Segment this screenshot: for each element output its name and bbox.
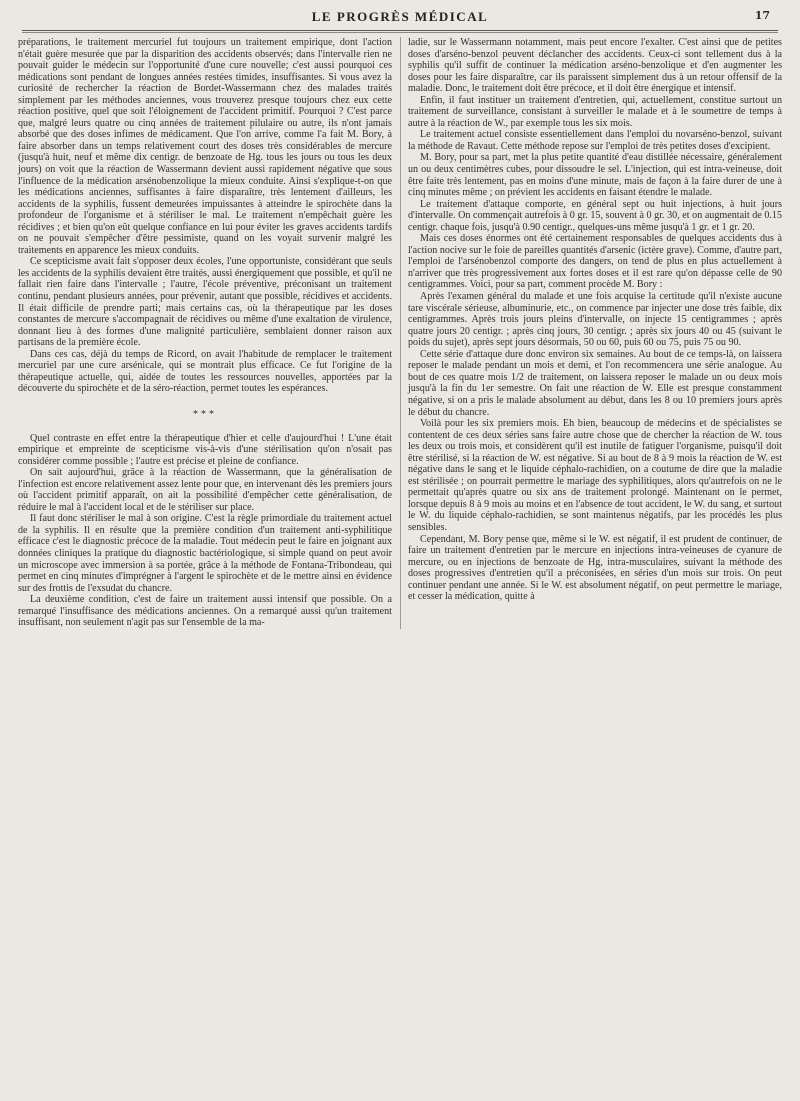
paragraph: Ce scepticisme avait fait s'opposer deux écoles, l'une opportuniste, considérant que seuls les accidents de la syphilis devaient être traités, aussi énergiquement que possible, et qu'il ne fallait rien faire dans l'intervalle ; l'autre, l'école préventive, préconisant un traitement continu, pendant plusieurs années, pour prévenir, autant que possible, récidives et accidents. Il était difficile de prendre parti; mais certains cas, où la thérapeutique par les doses constantes de mercure s'accompagnait de récidives ou même d'une exaltation de virulence, donnant lieu à des formes d'une malignité particulière, semblaient donner raison aux partisans de la première école. xyxy=(18,256,392,349)
paragraph: Dans ces cas, déjà du temps de Ricord, on avait l'habitude de remplacer le traitement mercuriel par une cure arsénicale, qui se montrait plus efficace. Ce fut l'origine de la thérapeutique actuelle, qui, aidée de toutes les ressources nouvelles, apportées par la découverte du spirochète et de la séro-réaction, permet toutes les espérances. xyxy=(18,348,392,395)
paragraph: préparations, le traitement mercuriel fut toujours un traitement empirique, dont l'action n'était guère mesurée que par la disparition des accidents observés; dans l'intervalle rien ne pouvait guider le médecin sur l'opportunité d'une cure nouvelle; c'est aussi pourquoi ces médications sont pendant de longues années restées timides, insuffisantes. Si vous avez la curiosité de rechercher la réaction de Bordet-Wassermann chez des malades traités simplement par les méthodes anciennes, vous trouverez presque toujours chez eux cette réaction positive, quel que soit l'éloignement de l'accident primitif. Pourquoi ? C'est parce que, malgré leurs quatre ou cinq années de traitement pilulaire ou autre, ils n'ont jamais absorbé que des doses infimes de médicament. Que l'on arrive, comme l'a fait M. Bory, à faire absorber dans un temps relativement court des doses très considérables de mercure (jusqu'à huit, neuf et même dix centigr. de benzoate de Hg. tous les jours ou tous les deux jours) on voit que la réaction de Wassermann devient aussi rapidement négative que sous l'influence de la médication arsénobenzolique la mieux conduite. Ainsi s'explique-t-on que les médications anciennes, suffisantes à faire disparaître, très lentement d'ailleurs, les accidents de la syphilis, fussent demeurées impuissantes à atteindre le spirochète dans la profondeur de l'organisme et à stériliser le mal. Le traitement n'empêchait guère les récidives ; et bien qu'on eût quelque confiance en lui pour éviter les graves accidents tardifs on ne pouvait s'empêcher d'être pessimiste, quand on les voyait survenir malgré les traitements en apparence les mieux conduits. xyxy=(18,37,392,256)
paragraph: Après l'examen général du malade et une fois acquise la certitude qu'il n'existe aucune tare viscérale sérieuse, albuminurie, etc., on commence par injecter une dose très faible, dix centigrammes. Après trois jours pleins d'intervalle, on injecte 15 centigrammes ; après quatre jours 20 centigr. ; après cinq jours, 30 centigr. ; après six jours 40 ou 45 (suivant le poids du sujet), après sept jours désormais, 50 ou 60, puis 60 ou 75, puis 75 ou 90. xyxy=(408,291,782,349)
paragraph: ladie, sur le Wassermann notamment, mais peut encore l'exalter. C'est ainsi que de petites doses d'arséno-benzol peuvent déclancher des accidents. Ceux-ci sont tellement dus à la syphilis qu'il suffit de continuer la médication arséno-benzolique et d'en augmenter les doses pour les faire disparaître, car ils paraissent simplement dus à un retour offensif de la maladie. Donc, le traitement doit être précoce, et il doit être énergique et intensif. xyxy=(408,37,782,95)
paragraph: Le traitement d'attaque comporte, en général sept ou huit injections, à huit jours d'intervalle. On commençait autrefois à 0 gr. 15, souvent à 0 gr. 30, et on augmentait de 0.15 centigr. chaque fois, jusqu'à 0.90 centigr., quelques-uns même jusqu'à 1 gr. et 1 gr. 20. xyxy=(408,198,782,233)
right-column xyxy=(408,37,782,629)
paragraph: Cette série d'attaque dure donc environ six semaines. Au bout de ce temps-là, on laissera reposer le malade pendant un mois et demi, et l'on recommencera une série analogue. Au bout de ces quatre mois 1/2 de traitement, on laissera reposer le malade un ou deux mois jusqu'à la fin du 1er semestre. On fait une réaction de W. Elle est presque constamment négative, si on a pris le malade absolument au début, dans les 8 ou 10 premiers jours après le début du chancre. xyxy=(408,348,782,418)
paragraph: M. Bory, pour sa part, met la plus petite quantité d'eau distillée nécessaire, généralement un ou deux centimètres cubes, pour dissoudre le sel. L'injection, qui est intra-veineuse, doit être faite très lentement, pas en moins d'une minute, mais de façon à la faire durer de une à cinq minutes même ; on prévient les accidents en faisant étendre le malade. xyxy=(408,152,782,199)
section-asterism: *** xyxy=(193,408,217,420)
paragraph: On sait aujourd'hui, grâce à la réaction de Wassermann, que la généralisation de l'infection est encore relativement assez lente pour que, en intervenant dès les premiers jours où l'accident primitif apparaît, on ait la possibilité d'empêcher cette généralisation, de réduire le mal à l'accident local et de le stériliser sur place. xyxy=(18,467,392,513)
paragraph: Mais ces doses énormes ont été certainement responsables de quelques accidents dus à l'action nocive sur le foie de pareilles quantités d'arsenic (ictère grave). Comme, d'autre part, l'emploi de l'arsénobenzol comporte des dangers, on tend de plus en plus actuellement à n'arriver que très progressivement aux fortes doses et il est rare qu'on dépasse celle de 90 centigrammes. Voici, pour sa part, comment procède M. Bory : xyxy=(408,233,782,291)
paragraph: Voilà pour les six premiers mois. Eh bien, beaucoup de médecins et de spécialistes se contentent de ces deux séries sans faire autre chose que de chercher la réaction de W. tous les deux ou trois mois, et considèrent qu'il est inutile de fatiguer l'organisme, puisqu'il doit être stérilisé, si la réaction de W. est négative. Si au bout de 8 à 9 mois la réaction de W. est négative dans le sang et le liquide céphalo-rachidien, on a coutume de dire que la maladie est stérilisée ; on pourrait permettre le mariage des syphilitiques, alors qu'autrefois on ne le permettait qu'après quatre ou six ans de traitement prolongé. Maintenant on le permet, lorsque depuis 8 à 9 mois au moins et en l'absence de tout accident, le W. du sang, et surtout le W. du liquide céphalo-rachidien, se sont maintenus négatifs, par les procédés les plus sensibles. xyxy=(408,418,782,533)
paragraph: Il faut donc stériliser le mal à son origine. C'est la règle primordiale du traitement actuel de la syphilis. Il en résulte que la première condition d'un traitement anti-syphilitique efficace c'est le diagnostic précoce de la maladie. Tout médecin peut le faire en joignant aux données cliniques la pratique du diagnostic bactériologique, si simple quand on peut avoir un microscope avec immersion à sa portée, grâce à la méthode de Fontana-Tribondeau, qui permet en cinq minutes d'imprégner à l'argent le spirochète et de le mettre ainsi en évidence sur des frottis de l'exsudat du chancre. xyxy=(18,513,392,594)
left-column xyxy=(18,37,392,629)
page-header xyxy=(18,4,782,30)
paragraph: Enfin, il faut instituer un traitement d'entretien, qui, actuellement, constitue surtout un traitement de surveillance, consistant à surveiller le malade et à le soumettre de temps à autre à la réaction de W., par exemple tous les six mois. xyxy=(408,94,782,129)
column-divider xyxy=(400,37,401,629)
paragraph: Le traitement actuel consiste essentiellement dans l'emploi du novarséno-benzol, suivant la méthode de Ravaut. Cette méthode repose sur l'emploi de très petites doses d'excipient. xyxy=(408,129,782,152)
paragraph: Cependant, M. Bory pense que, même si le W. est négatif, il est prudent de continuer, de faire un traitement d'entretien par le mercure en injections intra-veineuses de cyanure de mercure, ou en injections de benzoate de Hg, intra-musculaires, suivant la méthode des doses progressives d'entretien qu'il a préconisées, en séries d'un mois sur trois. On peut continuer pendant une année. Si le W. est absolument négatif, on peut permettre le mariage, et cesser la médication, quitte à xyxy=(408,533,782,603)
page-number: 17 xyxy=(754,9,770,22)
text-columns xyxy=(18,37,782,629)
paragraph: La deuxième condition, c'est de faire un traitement aussi intensif que possible. On a remarqué l'insuffisance des médications anciennes. On a remarqué aussi qu'un traitement insuffisant, non seulement n'agit pas sur l'ensemble de la ma- xyxy=(18,594,392,629)
running-title: LE PROGRÈS MÉDICAL xyxy=(311,9,489,24)
header-rule xyxy=(22,30,778,33)
paragraph: Quel contraste en effet entre la thérapeutique d'hier et celle d'aujourd'hui ! L'une était empirique et empreinte de scepticisme vis-à-vis d'une stérilisation qu'on n'osait pas considérer comme possible ; l'autre est précise et pleine de confiance. xyxy=(18,432,392,467)
